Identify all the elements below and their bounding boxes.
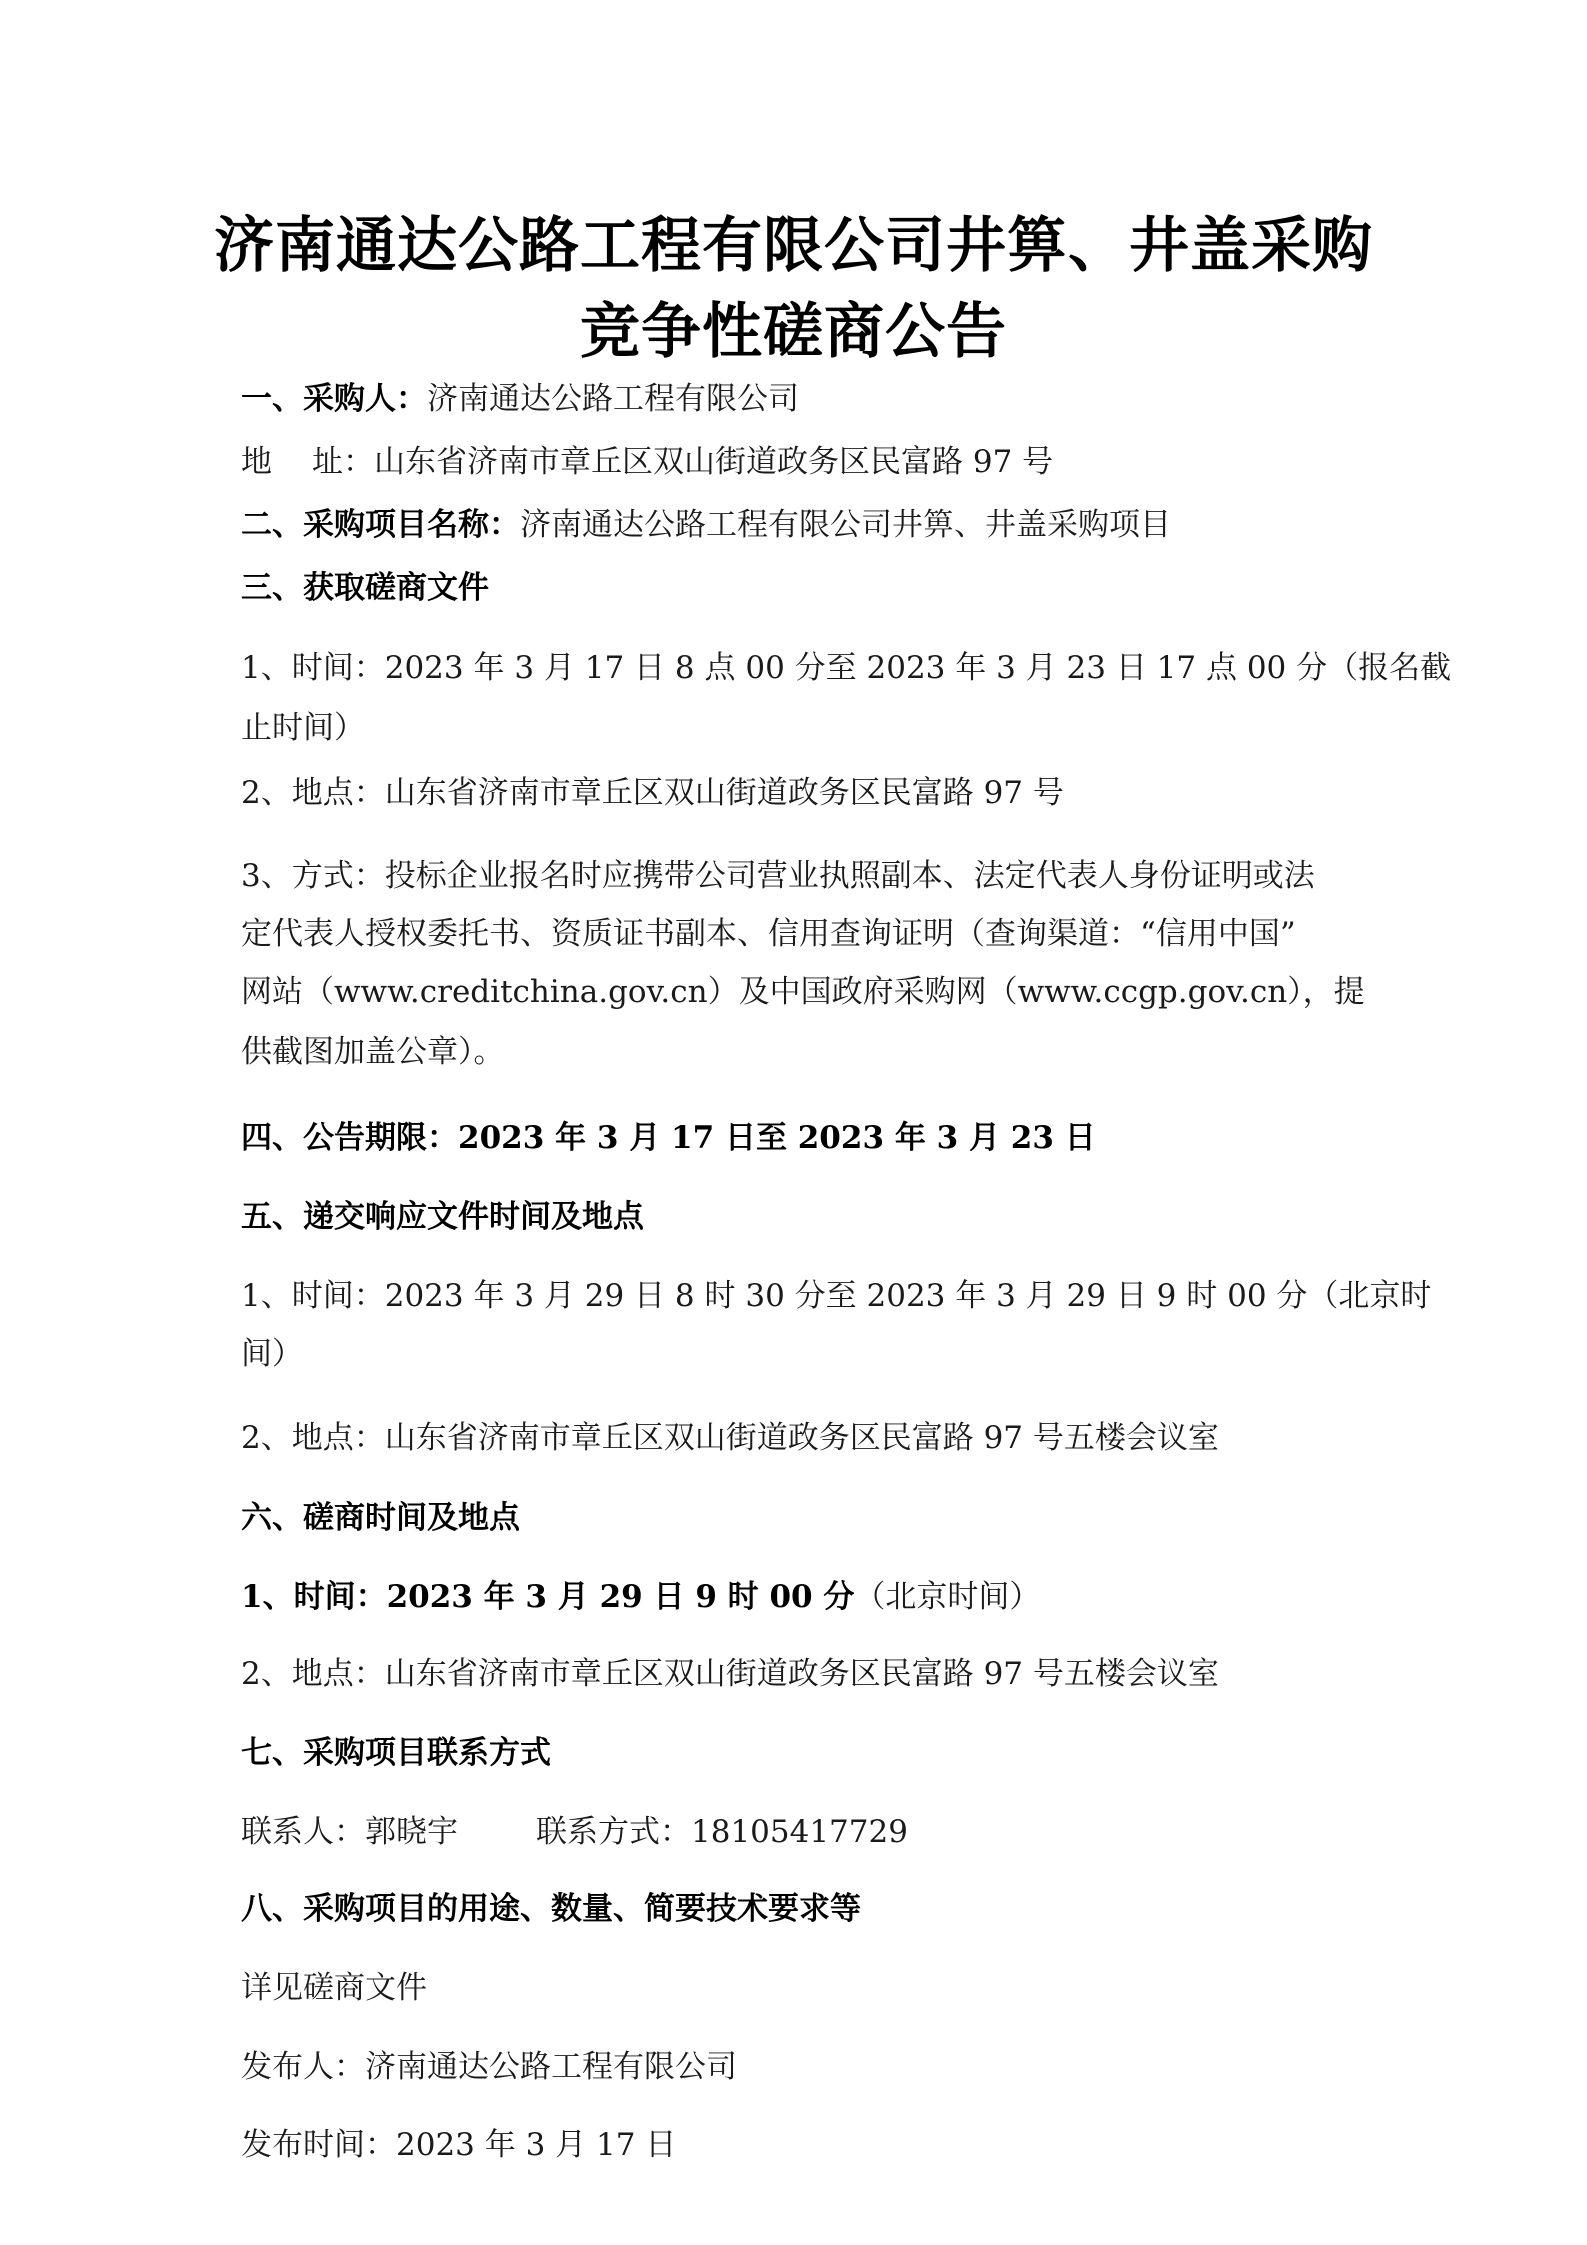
section-3-method-line-1: 3、方式：投标企业报名时应携带公司营业执照副本、法定代表人身份证明或法 [241, 858, 1315, 894]
section-3-method-line-2: 定代表人授权委托书、资质证书副本、信用查询证明（查询渠道：“信用中国” [241, 916, 1296, 952]
section-8-heading: 八、采购项目的用途、数量、简要技术要求等 [241, 1891, 861, 1927]
section-6-time-rest: （北京时间） [854, 1579, 1041, 1615]
project-name-value: 济南通达公路工程有限公司井箅、井盖采购项目 [520, 507, 1171, 543]
section-3-time-line-2: 止时间） [241, 710, 365, 746]
buyer-line [241, 373, 1351, 418]
section-6-place: 2、地点：山东省济南市章丘区双山街道政务区民富路 97 号五楼会议室 [241, 1656, 1219, 1692]
project-name-label: 二、采购项目名称： [241, 507, 520, 543]
section-7-heading: 七、采购项目联系方式 [241, 1735, 551, 1771]
section-3-method-line-4: 供截图加盖公章）。 [241, 1034, 505, 1070]
address-label-second: 址： [312, 444, 374, 480]
section-3-time-line-1: 1、时间：2023 年 3 月 17 日 8 点 00 分至 2023 年 3 月 23 日 17 点 00 分（报名截 [241, 650, 1452, 686]
section-3-place: 2、地点：山东省济南市章丘区双山街道政务区民富路 97 号 [241, 775, 1064, 811]
section-6-heading: 六、磋商时间及地点 [241, 1500, 520, 1536]
section-5-time-line-2: 间） [241, 1336, 303, 1372]
document-title-line-2: 竞争性磋商公告 [580, 297, 1007, 367]
document-title-line-1: 济南通达公路工程有限公司井箅、井盖采购 [214, 211, 1373, 281]
section-3-heading: 三、获取磋商文件 [241, 570, 489, 606]
contact-method: 联系方式：18105417729 [536, 1814, 908, 1850]
section-4-heading: 四、公告期限：2023 年 3 月 17 日至 2023 年 3 月 23 日 [241, 1120, 1096, 1156]
section-8-detail: 详见磋商文件 [241, 1970, 427, 2006]
publisher-line: 发布人：济南通达公路工程有限公司 [241, 2049, 737, 2085]
section-6-time-bold: 1、时间：2023 年 3 月 29 日 9 时 00 分 [241, 1579, 855, 1615]
address-line [241, 436, 1351, 481]
section-5-place: 2、地点：山东省济南市章丘区双山街道政务区民富路 97 号五楼会议室 [241, 1420, 1219, 1456]
project-name-line [241, 499, 1351, 544]
address-value: 山东省济南市章丘区双山街道政务区民富路 97 号 [374, 444, 1054, 480]
address-label-first: 地 [241, 444, 272, 480]
section-7-contact-line [241, 1806, 1351, 1851]
section-5-time-line-1: 1、时间：2023 年 3 月 29 日 8 时 30 分至 2023 年 3 月 29 日 9 时 00 分（北京时 [241, 1278, 1432, 1314]
publish-time-line: 发布时间：2023 年 3 月 17 日 [241, 2127, 677, 2163]
section-5-heading: 五、递交响应文件时间及地点 [241, 1199, 644, 1235]
buyer-value: 济南通达公路工程有限公司 [427, 381, 799, 417]
section-6-time-line [241, 1571, 1351, 1616]
contact-person: 联系人：郭晓宇 [241, 1814, 458, 1850]
section-3-method-line-3: 网站（www.creditchina.gov.cn）及中国政府采购网（www.ccgp.gov.cn），提 [241, 974, 1365, 1010]
buyer-label: 一、采购人： [241, 381, 427, 417]
